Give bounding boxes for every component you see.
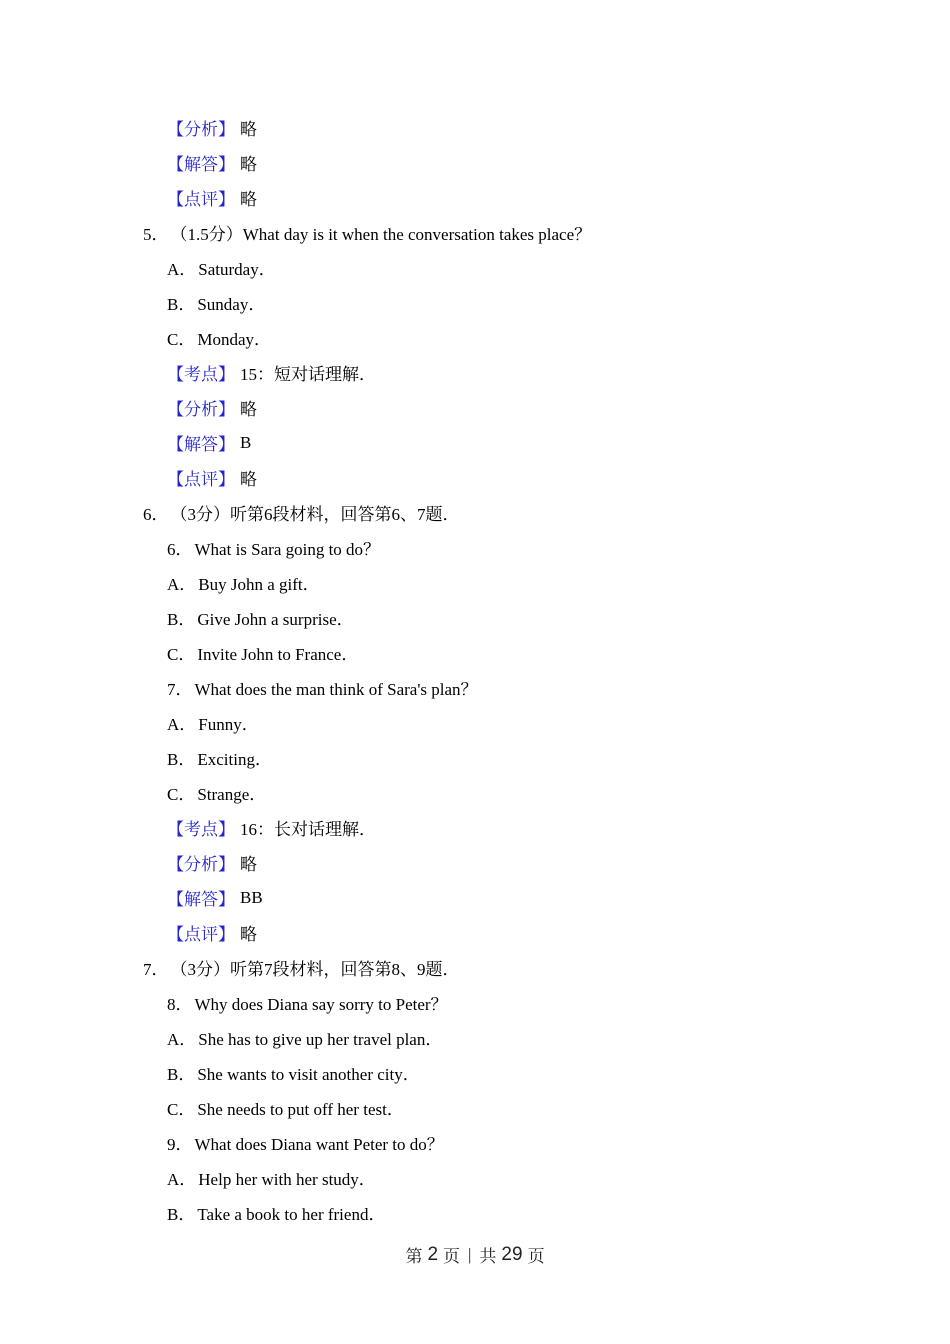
current-page-number: 2 [427, 1243, 439, 1265]
option-letter: C． [167, 330, 196, 349]
footer-page-suffix: 页 [443, 1247, 461, 1266]
knowledge-point-line [0, 810, 950, 845]
line-text: 略 [240, 855, 257, 874]
line-text: What does Diana want Peter to do？ [194, 1135, 444, 1154]
line-text: 略 [240, 155, 257, 174]
bracket-label: 【考点】 [167, 820, 235, 839]
option-letter: B． [167, 1065, 196, 1084]
option-text: Help her with her study． [198, 1170, 376, 1189]
option-line [0, 1090, 950, 1125]
line-text: 略 [240, 400, 257, 419]
bracket-label: 【点评】 [167, 190, 235, 209]
answer-line [0, 880, 950, 915]
footer-total-prefix: 共 [479, 1247, 497, 1266]
comment-line [0, 915, 950, 950]
question-5-header-line [0, 215, 950, 250]
option-letter: A． [167, 1030, 197, 1049]
item-number: 8． [167, 995, 193, 1014]
total-pages-number: 29 [501, 1243, 523, 1265]
option-line [0, 775, 950, 810]
item-number: 6． [167, 540, 193, 559]
option-text: Sunday． [197, 295, 266, 314]
item-number: 5． [143, 225, 169, 244]
option-letter: A． [167, 715, 197, 734]
answer-line [0, 145, 950, 180]
item-number: 7． [167, 680, 193, 699]
option-line [0, 705, 950, 740]
line-text: 略 [240, 190, 257, 209]
bracket-label: 【分析】 [167, 855, 235, 874]
option-line [0, 1195, 950, 1230]
option-text: Saturday． [198, 260, 276, 279]
sub-question-line [0, 670, 950, 705]
item-number: 9． [167, 1135, 193, 1154]
bracket-label: 【分析】 [167, 120, 235, 139]
option-line [0, 1055, 950, 1090]
footer-separator: | [468, 1244, 472, 1264]
footer-total-suffix: 页 [527, 1247, 545, 1266]
line-text: 15：短对话理解． [240, 365, 376, 384]
bracket-label: 【考点】 [167, 365, 235, 384]
analysis-line [0, 845, 950, 880]
option-letter: B． [167, 295, 196, 314]
answer-line [0, 425, 950, 460]
option-line [0, 635, 950, 670]
line-text: （3分）听第6段材料，回答第6、7题． [170, 505, 460, 524]
line-text: What is Sara going to do？ [194, 540, 381, 559]
analysis-line [0, 390, 950, 425]
line-text: 略 [240, 120, 257, 139]
line-text: B [240, 432, 252, 452]
option-line [0, 320, 950, 355]
option-letter: B． [167, 750, 196, 769]
bracket-label: 【解答】 [167, 155, 235, 174]
line-text: 略 [240, 925, 257, 944]
bracket-label: 【点评】 [167, 470, 235, 489]
option-line [0, 565, 950, 600]
page-footer [0, 1237, 950, 1272]
bracket-label: 【解答】 [167, 890, 235, 909]
bracket-label: 【解答】 [167, 435, 235, 454]
option-letter: A． [167, 575, 197, 594]
question-6-header-line [0, 495, 950, 530]
option-text: She needs to put off her test． [197, 1100, 404, 1119]
line-text: BB [240, 887, 263, 907]
question-7-header-line [0, 950, 950, 985]
bracket-label: 【分析】 [167, 400, 235, 419]
option-line [0, 600, 950, 635]
sub-question-line [0, 985, 950, 1020]
option-text: Strange． [197, 785, 267, 804]
line-text: 16：长对话理解． [240, 820, 376, 839]
option-text: Take a book to her friend． [197, 1205, 386, 1224]
item-number: 6． [143, 505, 169, 524]
option-line [0, 250, 950, 285]
comment-line [0, 180, 950, 215]
option-line [0, 285, 950, 320]
option-text: Give John a surprise． [197, 610, 354, 629]
option-line [0, 1160, 950, 1195]
comment-line [0, 460, 950, 495]
option-letter: B． [167, 610, 196, 629]
sub-question-line [0, 1125, 950, 1160]
knowledge-point-line [0, 355, 950, 390]
option-line [0, 1020, 950, 1055]
bracket-label: 【点评】 [167, 925, 235, 944]
option-text: Buy John a gift． [198, 575, 320, 594]
option-text: Exciting． [197, 750, 272, 769]
option-letter: A． [167, 260, 197, 279]
option-text: Funny． [198, 715, 259, 734]
option-letter: C． [167, 1100, 196, 1119]
option-letter: C． [167, 785, 196, 804]
item-number: 7． [143, 960, 169, 979]
option-letter: A． [167, 1170, 197, 1189]
line-text: （3分）听第7段材料，回答第8、9题． [170, 960, 460, 979]
line-text: （1.5分）What day is it when the conversation takes place？ [170, 225, 592, 244]
footer-page-prefix: 第 [405, 1247, 423, 1266]
option-text: She wants to visit another city． [197, 1065, 420, 1084]
analysis-line [0, 110, 950, 145]
option-text: She has to give up her travel plan． [198, 1030, 443, 1049]
option-letter: B． [167, 1205, 196, 1224]
option-text: Invite John to France． [197, 645, 359, 664]
line-text: What does the man think of Sara's plan？ [194, 680, 478, 699]
sub-question-line [0, 530, 950, 565]
line-text: 略 [240, 470, 257, 489]
line-text: Why does Diana say sorry to Peter？ [194, 995, 448, 1014]
option-line [0, 740, 950, 775]
option-letter: C． [167, 645, 196, 664]
option-text: Monday． [197, 330, 272, 349]
